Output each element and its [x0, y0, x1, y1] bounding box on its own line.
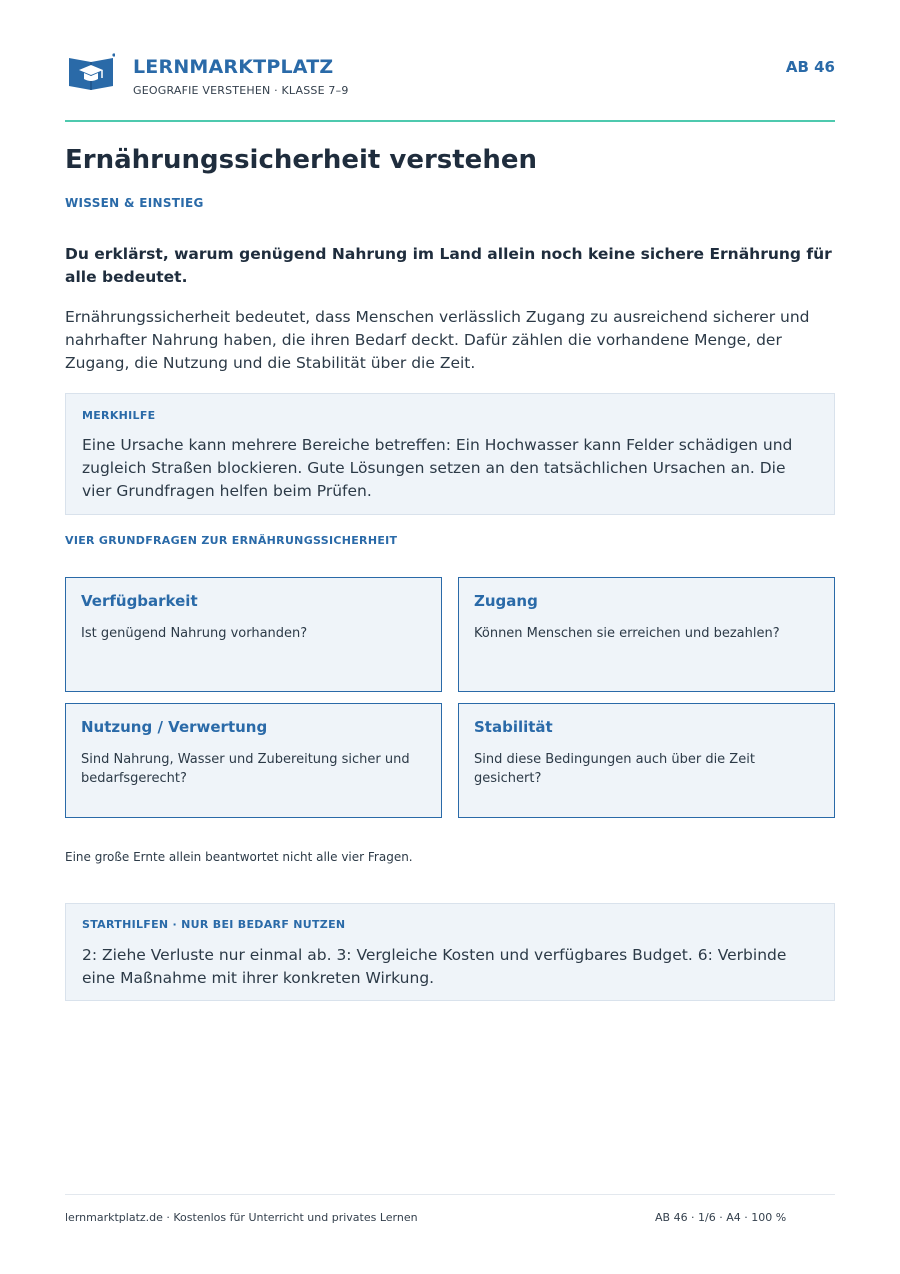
merkhilfe-label: MERKHILFE [82, 409, 156, 422]
header-divider [65, 120, 835, 122]
intro-text: Ernährungssicherheit bedeutet, dass Menschen verlässlich Zugang zu ausreichend sicherer und nahrhafter Nahrung haben, die ihren Bedarf deckt. Dafür zählen die vorhandene Menge, der Zugang, die Nutzung und die Stabilität über die Zeit. [65, 308, 810, 372]
card-title: Zugang [474, 592, 538, 610]
card-verfuegbarkeit [65, 577, 442, 692]
footer-site-info: lernmarktplatz.de · Kostenlos für Unterricht und privates Lernen [65, 1211, 418, 1224]
starthilfen-box [65, 903, 835, 1001]
footer-divider [65, 1194, 835, 1195]
section-tag: WISSEN & EINSTIEG [65, 196, 204, 210]
sheet-id: AB 46 [785, 58, 835, 76]
starthilfen-text: 2: Ziehe Verluste nur einmal ab. 3: Vergleiche Kosten und verfügbares Budget. 6: Verbinde eine Maßnahme mit ihrer konkreten Wirkung. [82, 946, 787, 987]
grundfragen-heading: VIER GRUNDFRAGEN ZUR ERNÄHRUNGSSICHERHEIT [65, 534, 398, 547]
footer-page-info: AB 46 · 1/6 · A4 · 100 % [655, 1211, 787, 1224]
card-title: Nutzung / Verwertung [81, 718, 268, 736]
card-text: Sind diese Bedingungen auch über die Zeit gesichert? [474, 752, 755, 786]
merkhilfe-box [65, 393, 835, 515]
card-title: Verfügbarkeit [81, 592, 198, 610]
card-text: Können Menschen sie erreichen und bezahlen? [474, 626, 780, 641]
card-text: Sind Nahrung, Wasser und Zubereitung sicher und bedarfsgerecht? [81, 752, 410, 786]
card-stabilitaet [458, 703, 835, 818]
card-zugang [458, 577, 835, 692]
card-text: Ist genügend Nahrung vorhanden? [81, 626, 308, 641]
learning-goal: Du erklärst, warum genügend Nahrung im Land allein noch keine sichere Ernährung für alle bedeutet. [65, 245, 832, 286]
brand-subtitle: GEOGRAFIE VERSTEHEN · KLASSE 7–9 [133, 84, 349, 97]
graduation-cap-book-icon [67, 52, 115, 92]
page-header [65, 52, 835, 102]
brand-name: LERNMARKTPLATZ [133, 56, 334, 78]
merkhilfe-text: Eine Ursache kann mehrere Bereiche betreffen: Ein Hochwasser kann Felder schädigen und zugleich Straßen blockieren. Gute Lösungen setzen an den tatsächlichen Ursachen an. Die vier Grundfragen helfen beim Prüfen. [82, 436, 793, 500]
starthilfen-label: STARTHILFEN · NUR BEI BEDARF NUTZEN [82, 918, 346, 931]
card-title: Stabilität [474, 718, 553, 736]
page-title: Ernährungssicherheit verstehen [65, 145, 537, 175]
harvest-note: Eine große Ernte allein beantwortet nicht alle vier Fragen. [65, 850, 413, 864]
card-nutzung [65, 703, 442, 818]
